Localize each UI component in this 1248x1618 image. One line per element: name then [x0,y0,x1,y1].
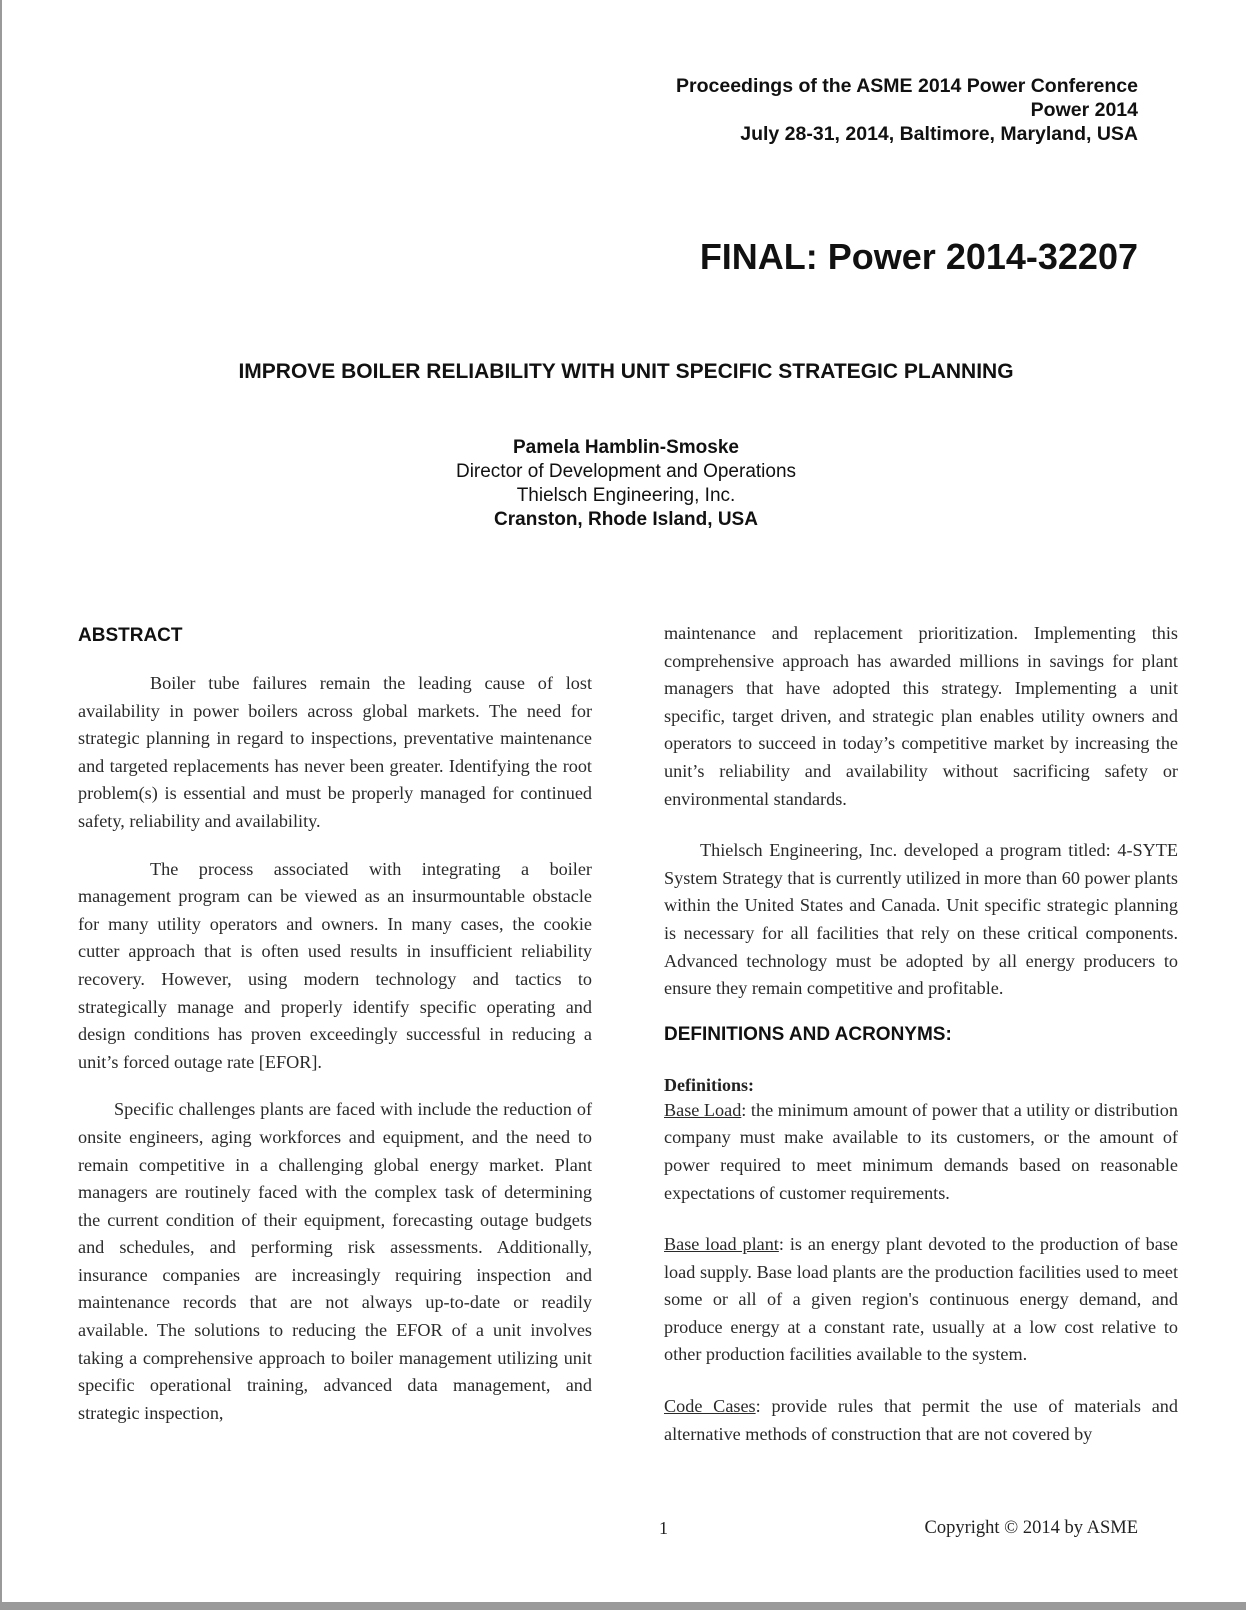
conference-line-1: Proceedings of the ASME 2014 Power Conference [676,75,1138,97]
definition-base-load [664,1097,1178,1207]
left-column [78,624,592,1447]
definitions-subheading: Definitions: [664,1074,754,1095]
right-column [664,624,1178,1468]
page-number: 1 [659,1518,668,1538]
author-location: Cranston, Rhode Island, USA [494,509,758,530]
term-base-load: Base Load [664,1099,742,1120]
author-company: Thielsch Engineering, Inc. [516,485,736,506]
paper-id: FINAL: Power 2014-32207 [699,236,1138,277]
abstract-paragraph-4: maintenance and replacement prioritization. Implementing this comprehensive approach has awarded millions in savings for plant managers that have adopted this strategy. Implementing a unit specific, target driven, and strategic plan enables utility owners and operators to succeed in today’s competitive market by increasing the unit’s reliability and availability without sacrificing safety or environmental standards. [664,623,1178,809]
copyright: Copyright © 2014 by ASME [924,1518,1138,1538]
abstract-paragraph-1: Boiler tube failures remain the leading cause of lost availability in power boilers across global markets. The need for strategic planning in regard to inspections, preventative maintenance and targeted replacements has never been greater. Identifying the root problem(s) is essential and must be properly managed for continued safety, reliability and availability. [78,673,592,831]
definition-code-cases-text: : provide rules that permit the use of materials and alternative methods of construction that are not covered by [664,1396,1178,1444]
abstract-heading: ABSTRACT [78,625,183,646]
conference-line-2: Power 2014 [1030,99,1138,121]
abstract-paragraph-3: Specific challenges plants are faced with include the reduction of onsite engineers, aging workforces and equipment, and the need to remain competitive in a challenging global energy market. Plant managers are routinely faced with the complex task of determining the current condition of their equipment, forecasting outage budgets and schedules, and performing risk assessments. Additionally, insurance companies are increasingly requiring inspection and maintenance records that are not always up-to-date or readily available. The solutions to reducing the EFOR of a unit involves taking a comprehensive approach to boiler management utilizing unit specific operational training, advanced data management, and strategic inspection, [78,1099,592,1423]
author-role: Director of Development and Operations [455,461,797,482]
abstract-paragraph-2: The process associated with integrating a boiler management program can be viewed as an insurmountable obstacle for many utility operators and owners. In many cases, the cookie cutter approach that is often used results in insufficient reliability recovery. However, using modern technology and tactics to strategically manage and properly identify specific operating and design conditions has proven exceedingly successful in reducing a unit’s forced outage rate [EFOR]. [78,858,592,1072]
author-name: Pamela Hamblin-Smoske [513,437,739,458]
paper-title: IMPROVE BOILER RELIABILITY WITH UNIT SPECIFIC STRATEGIC PLANNING [238,360,1014,383]
author-block [2,436,1248,532]
term-code-cases: Code Cases [664,1396,756,1417]
conference-line-3: July 28-31, 2014, Baltimore, Maryland, USA [740,123,1138,145]
definitions-heading: DEFINITIONS AND ACRONYMS: [664,1023,952,1045]
conference-header [676,74,1138,146]
definition-base-load-plant-text: : is an energy plant devoted to the production of base load supply. Base load plants are the production facilities used to meet some or all of a given region's continuous energy demand, and produce energy at a constant rate, usually at a low cost relative to other production facilities available to the system. [664,1234,1178,1365]
term-base-load-plant: Base load plant [664,1234,779,1255]
definition-code-cases [664,1393,1178,1448]
definition-base-load-text: : the minimum amount of power that a utility or distribution company must make available to its customers, or the amount of power required to meet minimum demands based on reasonable expectations of customer requirements. [664,1099,1178,1203]
abstract-paragraph-5: Thielsch Engineering, Inc. developed a program titled: 4-SYTE System Strategy that is currently utilized in more than 60 power plants within the United States and Canada. Unit specific strategic planning is necessary for all facilities that rely on these critical components. Advanced technology must be adopted by all energy producers to ensure they remain competitive and profitable. [664,840,1178,999]
definition-base-load-plant [664,1231,1178,1369]
